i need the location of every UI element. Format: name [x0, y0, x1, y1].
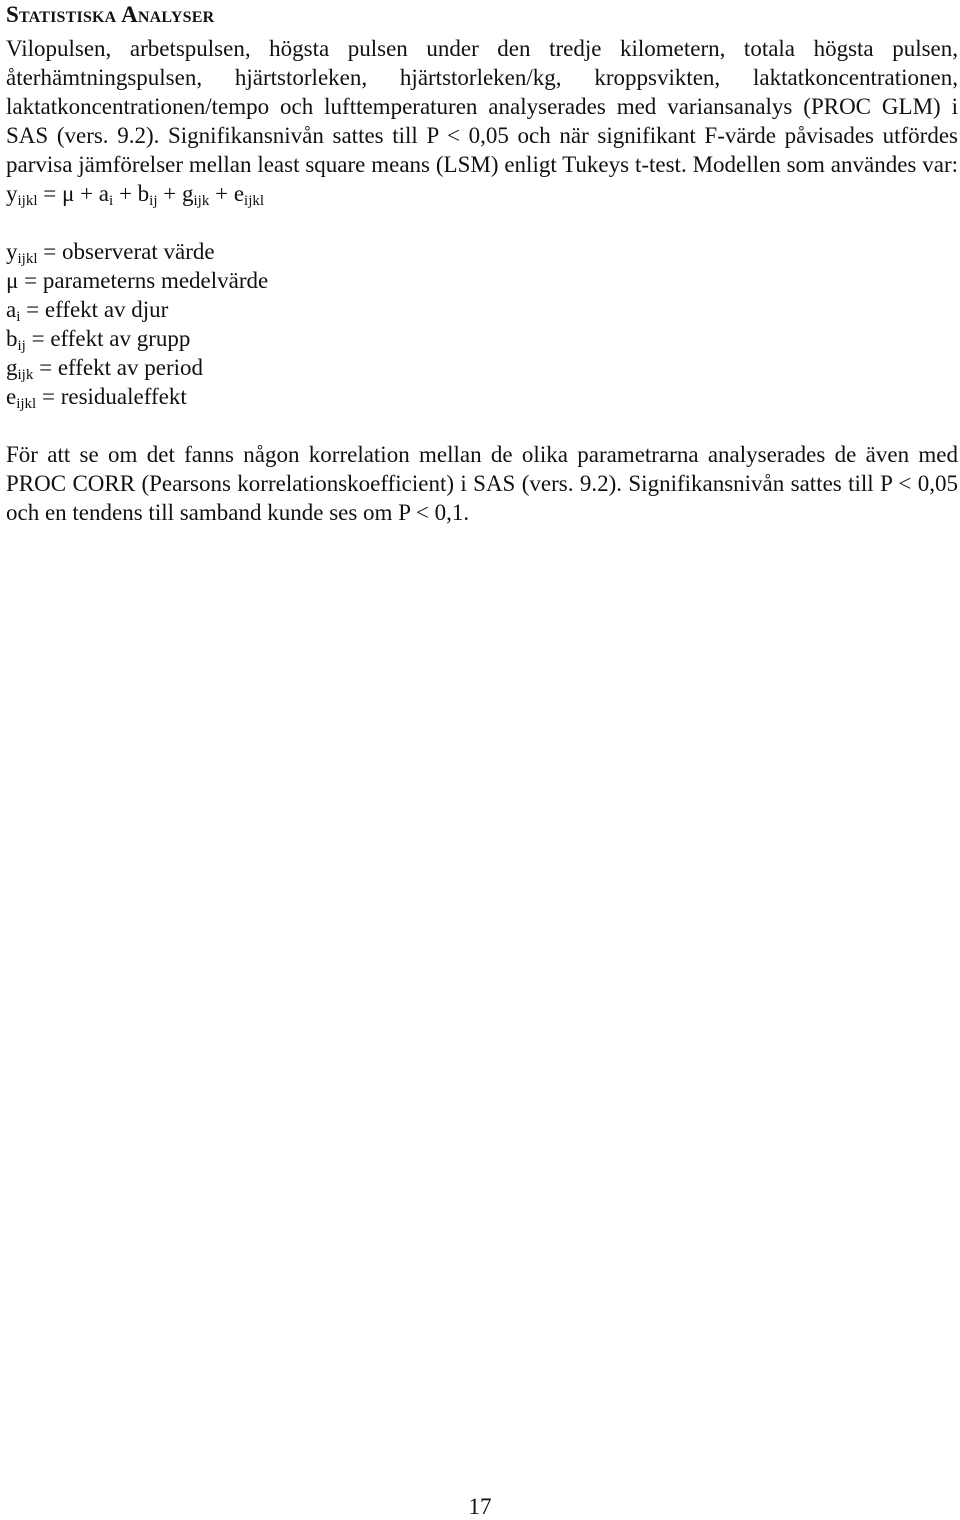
- definition-item: $y_{ijkl}$ = observerat värde: [6, 239, 215, 267]
- methods-text: Vilopulsen, arbetspulsen, högsta pulsen under den tredje kilometern, totala högsta pulsen, återhämtningspulsen, hjärtstorleken, hjärtstorleken/kg, kroppsvikten, laktatkoncentrationen, laktatkoncentrationen/tempo och lufttemperaturen analyserades med variansanalys (PROC GLM) i SAS (vers. 9.2). Signifikansnivån sattes till P < 0,05 och när signifikant F-värde påvisades utfördes parvisa jämförelser mellan least square means (LSM) enligt Tukeys t-test.: [6, 36, 958, 177]
- definition-item: $g_{ijk}$ = effekt av period: [6, 355, 203, 383]
- methods-paragraph: [6, 34, 958, 208]
- definition-item: $b_{ij}$ = effekt av grupp: [6, 326, 191, 354]
- section-heading: Statistiska Analyser: [6, 2, 215, 27]
- definition-item: $e_{ijkl}$ = residualeffekt: [6, 384, 187, 412]
- model-intro: Modellen som användes var:: [692, 152, 959, 177]
- definition-item: $a_i$ = effekt av djur: [6, 297, 169, 325]
- page-number: 17: [468, 1494, 492, 1519]
- document-page: [6, 0, 958, 527]
- model-definitions-list: [6, 237, 958, 411]
- model-equation: $y_{ijkl} = \mu + a_i + b_{ij} + g_{ijk} + e_{ijkl}$: [6, 181, 265, 209]
- correlation-paragraph: För att se om det fanns någon korrelation mellan de olika parametrarna analyserades de även med PROC CORR (Pearsons korrelationskoefficient) i SAS (vers. 9.2). Signifikansnivån sattes till P < 0,05 och en tendens till samband kunde ses om P < 0,1.: [6, 442, 958, 525]
- definition-item: μ = parameterns medelvärde: [6, 268, 269, 293]
